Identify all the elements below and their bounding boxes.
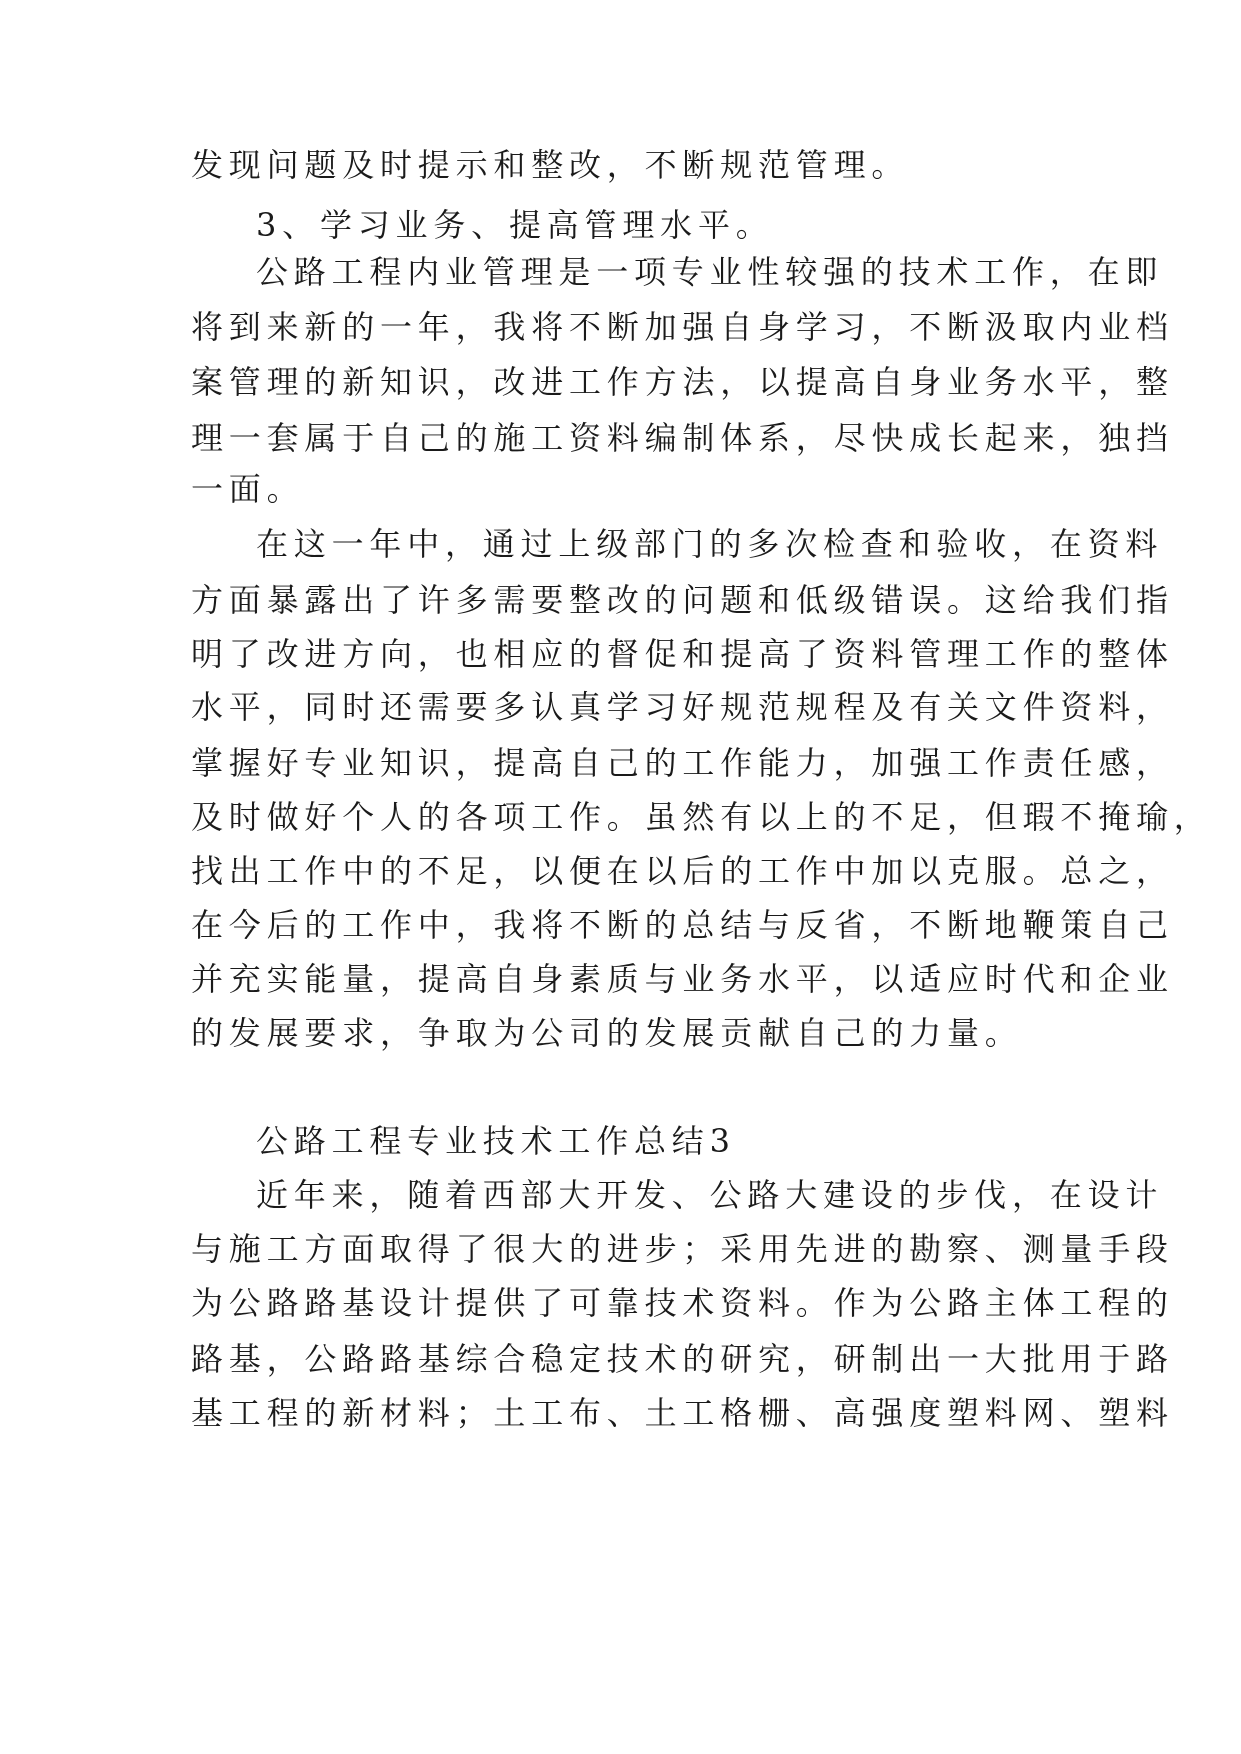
text-line: 并充实能量，提高自身素质与业务水平，以适应时代和企业 xyxy=(191,960,1174,998)
text-line: 一面。 xyxy=(191,470,305,508)
text-line: 案管理的新知识，改进工作方法，以提高自身业务水平，整 xyxy=(191,363,1174,401)
text-line: 在这一年中，通过上级部门的多次检查和验收，在资料 xyxy=(256,525,1164,563)
text-line: 与施工方面取得了很大的进步；采用先进的勘察、测量手段 xyxy=(191,1230,1174,1268)
text-line: 水平，同时还需要多认真学习好规范规程及有关文件资料， xyxy=(191,688,1174,726)
text-line: 及时做好个人的各项工作。虽然有以上的不足，但瑕不掩瑜， xyxy=(191,798,1212,836)
text-line: 公路工程内业管理是一项专业性较强的技术工作，在即 xyxy=(256,253,1164,291)
text-line: 理一套属于自己的施工资料编制体系，尽快成长起来，独挡 xyxy=(191,419,1174,457)
text-line: 掌握好专业知识，提高自己的工作能力，加强工作责任感， xyxy=(191,744,1174,782)
text-line: 近年来，随着西部大开发、公路大建设的步伐，在设计 xyxy=(256,1176,1164,1214)
text-line: 明了改进方向，也相应的督促和提高了资料管理工作的整体 xyxy=(191,635,1174,673)
text-line: 的发展要求，争取为公司的发展贡献自己的力量。 xyxy=(191,1014,1023,1052)
text-line: 路基，公路路基综合稳定技术的研究，研制出一大批用于路 xyxy=(191,1340,1174,1378)
text-line: 方面暴露出了许多需要整改的问题和低级错误。这给我们指 xyxy=(191,581,1174,619)
text-line: 发现问题及时提示和整改，不断规范管理。 xyxy=(191,146,910,184)
text-line: 在今后的工作中，我将不断的总结与反省，不断地鞭策自己 xyxy=(191,906,1174,944)
section-title: 公路工程专业技术工作总结3 xyxy=(256,1122,736,1160)
text-line: 将到来新的一年，我将不断加强自身学习，不断汲取内业档 xyxy=(191,308,1174,346)
list-item-heading: 3、学习业务、提高管理水平。 xyxy=(256,206,774,244)
text-line: 为公路路基设计提供了可靠技术资料。作为公路主体工程的 xyxy=(191,1284,1174,1322)
text-line: 找出工作中的不足，以便在以后的工作中加以克服。总之， xyxy=(191,852,1174,890)
text-line: 基工程的新材料；土工布、土工格栅、高强度塑料网、塑料 xyxy=(191,1394,1174,1432)
